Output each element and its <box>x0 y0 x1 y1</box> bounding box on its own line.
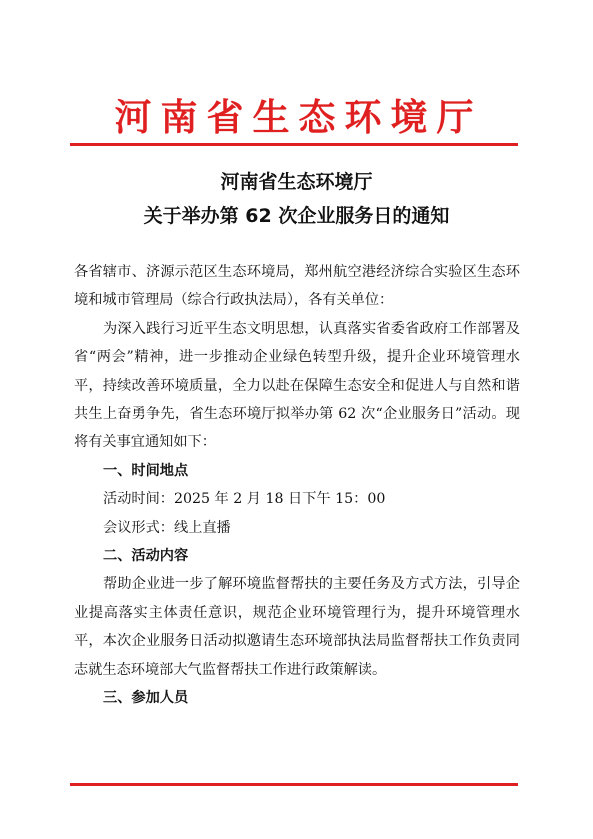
letterhead-top-rule <box>70 143 518 146</box>
event-time: 活动时间：2025 年 2 月 18 日下午 15：00 <box>103 491 386 508</box>
content-paragraph: 帮助企业进一步了解环境监督帮扶的主要任务及方式方法，引导企业提高落实主体责任意识，规范企业环境管理行为，提升环境管理水平，本次企业服务日活动拟邀请生态环境部执法局监督帮扶工作负责同志就生态环境部大气监督帮扶工作进行政策解读。 <box>74 576 520 678</box>
event-format: 会议形式：线上直播 <box>103 519 231 536</box>
bottom-rule <box>70 783 518 786</box>
document-title-line-1: 河南省生态环境厅 <box>220 171 373 193</box>
recipients: 各省辖市、济源示范区生态环境局，郑州航空港经济综合实验区生态环境和城市管理局（综合行政执法局），各有关单位： <box>74 264 520 309</box>
section-heading-content: 二、活动内容 <box>103 548 189 565</box>
document-body <box>74 258 520 713</box>
document-title-line-2: 关于举办第 62 次企业服务日的通知 <box>143 205 450 227</box>
letterhead-title: 河南省生态环境厅 <box>114 95 483 139</box>
intro-paragraph: 为深入践行习近平生态文明思想，认真落实省委省政府工作部署及省“两会”精神，进一步推动企业绿色转型升级，提升企业环境管理水平，持续改善环境质量，全力以赴在保障生态安全和促进人与自然和谐共生上奋勇争先，省生态环境厅拟举办第 62 次“企业服务日”活动。现将有关事宜通知如下： <box>74 320 520 451</box>
section-heading-time-place: 一、时间地点 <box>103 462 189 479</box>
section-heading-participants: 三、参加人员 <box>103 690 189 707</box>
